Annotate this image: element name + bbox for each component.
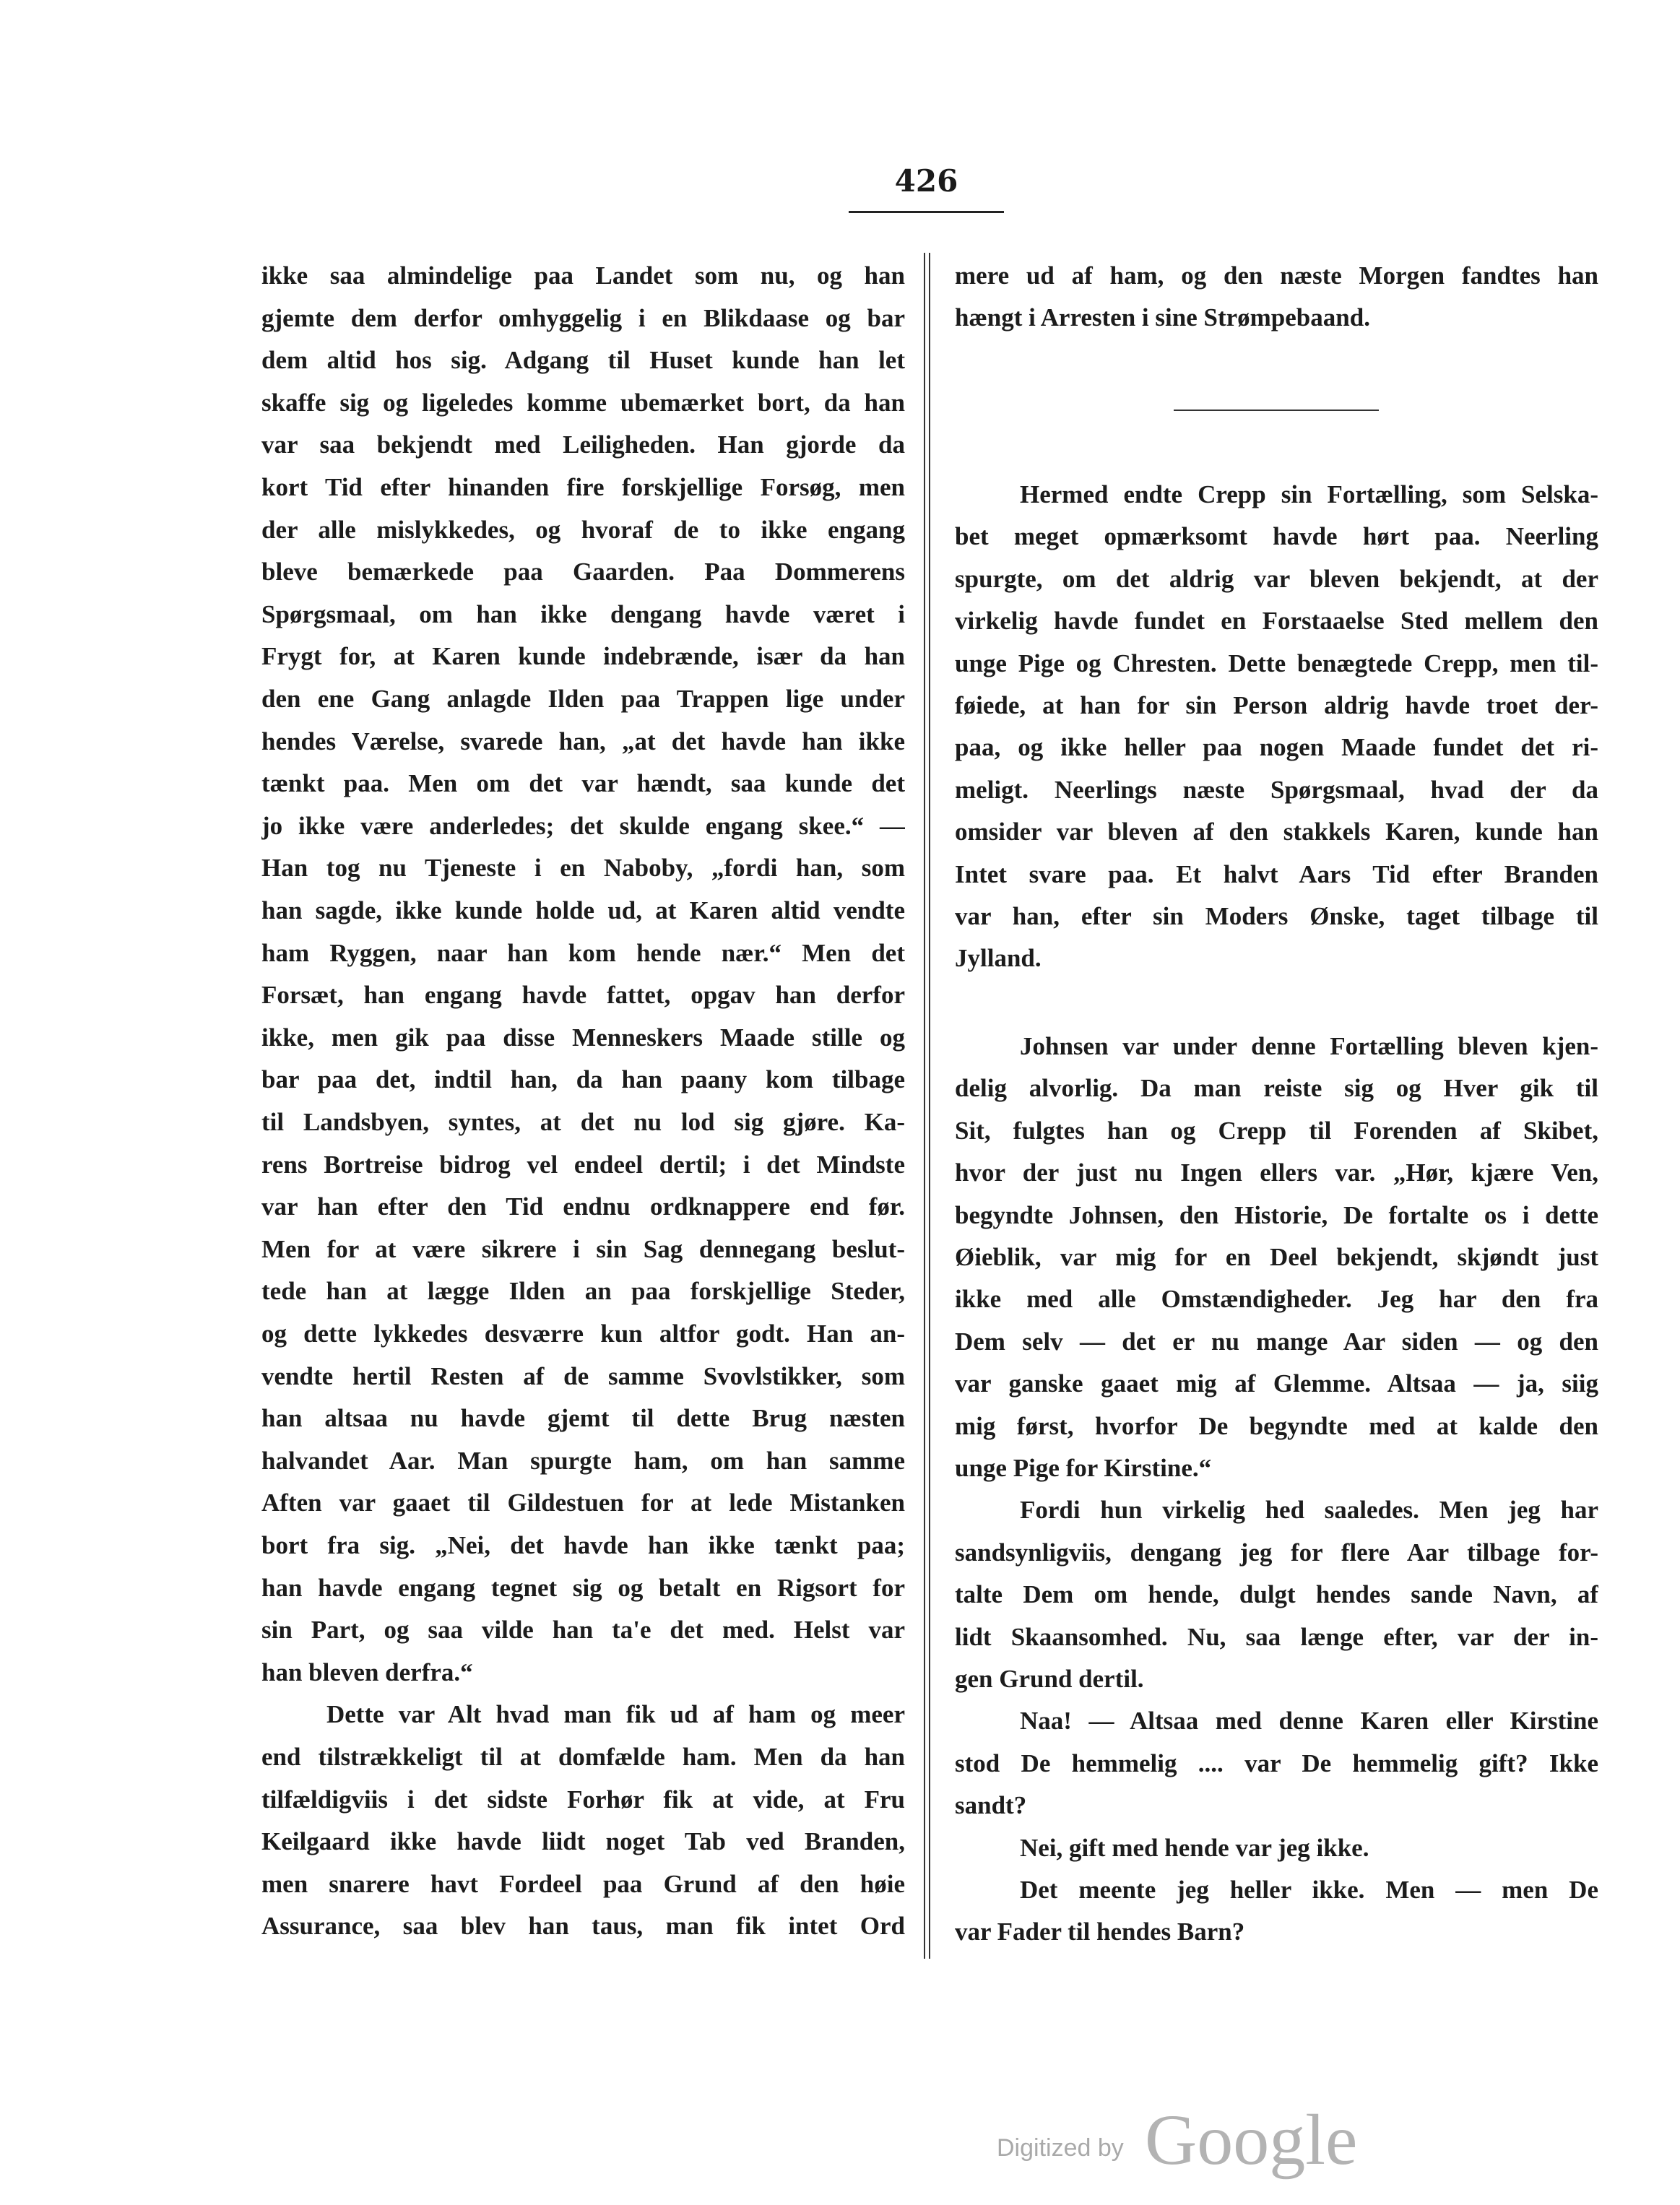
text-line: Jylland. [955, 944, 1042, 973]
text-line: gen Grund dertil. [955, 1665, 1144, 1693]
text-line: hendes Værelse, svarede han, „at det havde han ikke [261, 727, 905, 755]
text-line: halvandet Aar. Man spurgte ham, om han samme [261, 1446, 905, 1475]
text-line: han havde engang tegnet sig og betalt en Rigsort for [261, 1573, 905, 1602]
text-line: han bleven derfra.“ [261, 1658, 473, 1686]
text-line: spurgte, om det aldrig var bleven bekjendt, at der [955, 564, 1598, 593]
text-line: jo ikke være anderledes; det skulde engang skee.“ — [261, 811, 905, 840]
text-line: sandt? [955, 1791, 1027, 1820]
text-line: Spørgsmaal, om han ikke dengang havde været i [261, 599, 905, 628]
text-line: dem altid hos sig. Adgang til Huset kunde han let [261, 346, 905, 375]
text-line: Forsæt, han engang havde fattet, opgav han derfor [261, 981, 905, 1010]
text-line: Keilgaard ikke havde liidt noget Tab ved Branden, [261, 1827, 905, 1856]
text-line: paa, og ikke heller paa nogen Maade fundet det ri- [955, 733, 1598, 762]
left-text-column [261, 0, 905, 2205]
text-line: Men for at være sikrere i sin Sag dennegang beslut- [261, 1234, 905, 1263]
text-line: Naa! — Altsaa med denne Karen eller Kirstine [1020, 1707, 1598, 1736]
text-line: og dette lykkedes desværre kun altfor godt. Han an- [261, 1320, 905, 1348]
text-line: mere ud af ham, og den næste Morgen fandtes han [955, 261, 1598, 290]
text-line: var Fader til hendes Barn? [955, 1918, 1245, 1946]
section-separator-rule [1174, 410, 1379, 411]
text-line: tilfældigviis i det sidste Forhør fik at vide, at Fru [261, 1785, 905, 1814]
watermark-logo: Google [1145, 2100, 1358, 2180]
right-text-column [955, 0, 1598, 2205]
text-line: end tilstrækkeligt til at domfælde ham. Men da han [261, 1743, 905, 1771]
text-line: bet meget opmærksomt havde hørt paa. Neerling [955, 522, 1598, 551]
text-line: Hermed endte Crepp sin Fortælling, som Selska- [1020, 480, 1598, 508]
text-line: ham Ryggen, naar han kom hende nær.“ Men det [261, 938, 905, 967]
text-line: ikke med alle Omstændigheder. Jeg har den fra [955, 1285, 1598, 1314]
column-divider-line [924, 253, 925, 1959]
text-line: der alle mislykkedes, og hvoraf de to ikke engang [261, 515, 905, 544]
text-line: unge Pige og Chresten. Dette benægtede Crepp, men til- [955, 649, 1598, 677]
text-line: sandsynligviis, dengang jeg for flere Aar tilbage for- [955, 1538, 1598, 1567]
text-line: men snarere havt Fordeel paa Grund af den høie [261, 1869, 905, 1898]
text-line: til Landsbyen, syntes, at det nu lod sig gjøre. Ka- [261, 1108, 905, 1136]
text-line: sin Part, og saa vilde han ta'e det med. Helst var [261, 1616, 905, 1645]
text-line: omsider var bleven af den stakkels Karen, kunde han [955, 818, 1598, 846]
text-line: føiede, at han for sin Person aldrig havde troet der- [955, 691, 1598, 719]
text-line: Dem selv — det er nu mange Aar siden — og den [955, 1327, 1598, 1356]
text-line: kort Tid efter hinanden fire forskjellige Forsøg, men [261, 473, 905, 501]
text-line: mig først, hvorfor De begyndte med at kalde den [955, 1411, 1598, 1440]
text-line: lidt Skaansomhed. Nu, saa længe efter, var der in- [955, 1622, 1598, 1651]
text-line: gjemte dem derfor omhyggelig i en Blikdaase og bar [261, 303, 905, 332]
text-line: han altsaa nu havde gjemt til dette Brug næsten [261, 1404, 905, 1433]
text-line: bleve bemærkede paa Gaarden. Paa Dommerens [261, 558, 905, 586]
text-line: unge Pige for Kirstine.“ [955, 1454, 1212, 1482]
text-line: Øieblik, var mig for en Deel bekjendt, skjøndt just [955, 1243, 1598, 1271]
text-line: Johnsen var under denne Fortælling bleven kjen- [1020, 1032, 1598, 1060]
text-line: hvor der just nu Ingen ellers var. „Hør, kjære Ven, [955, 1158, 1598, 1187]
text-line: Det meente jeg heller ikke. Men — men De [1020, 1876, 1598, 1904]
column-divider-line [929, 253, 930, 1959]
watermark-prefix: Digitized by [997, 2134, 1124, 2162]
text-line: Assurance, saa blev han taus, man fik intet Ord [261, 1912, 905, 1941]
text-line: hængt i Arresten i sine Strømpebaand. [955, 303, 1370, 332]
text-line: Sit, fulgtes han og Crepp til Forenden af Skibet, [955, 1116, 1598, 1145]
text-line: stod De hemmelig .... var De hemmelig gift? Ikke [955, 1749, 1598, 1777]
text-line: Nei, gift med hende var jeg ikke. [1020, 1833, 1369, 1862]
text-line: talte Dem om hende, dulgt hendes sande Navn, af [955, 1580, 1598, 1609]
text-line: den ene Gang anlagde Ilden paa Trappen lige under [261, 685, 905, 713]
text-line: skaffe sig og ligeledes komme ubemærket bort, da han [261, 388, 905, 417]
text-line: Dette var Alt hvad man fik ud af ham og meer [326, 1700, 905, 1729]
text-line: meligt. Neerlings næste Spørgsmaal, hvad der da [955, 775, 1598, 804]
text-line: Han tog nu Tjeneste i en Naboby, „fordi han, som [261, 854, 905, 883]
text-line: virkelig havde fundet en Forstaaelse Sted mellem den [955, 607, 1598, 636]
text-line: var han efter den Tid endnu ordknappere end før. [261, 1192, 905, 1221]
page-number: 426 [894, 163, 958, 199]
text-line: han sagde, ikke kunde holde ud, at Karen altid vendte [261, 896, 905, 924]
text-line: var han, efter sin Moders Ønske, taget tilbage til [955, 902, 1598, 930]
text-line: ikke saa almindelige paa Landet som nu, og han [261, 261, 905, 290]
text-line: var ganske gaaet mig af Glemme. Altsaa — ja, siig [955, 1369, 1598, 1398]
text-line: bort fra sig. „Nei, det havde han ikke tænkt paa; [261, 1531, 905, 1559]
text-line: tede han at lægge Ilden an paa forskjellige Steder, [261, 1277, 905, 1306]
text-line: rens Bortreise bidrog vel endeel dertil; i det Mindste [261, 1150, 905, 1179]
text-line: delig alvorlig. Da man reiste sig og Hver gik til [955, 1074, 1598, 1103]
text-line: bar paa det, indtil han, da han paany kom tilbage [261, 1065, 905, 1094]
text-line: ikke, men gik paa disse Menneskers Maade stille og [261, 1023, 905, 1052]
text-line: Aften var gaaet til Gildestuen for at lede Mistanken [261, 1489, 905, 1517]
text-line: var saa bekjendt med Leiligheden. Han gjorde da [261, 430, 905, 459]
text-line: begyndte Johnsen, den Historie, De fortalte os i dette [955, 1200, 1598, 1229]
text-line: Fordi hun virkelig hed saaledes. Men jeg har [1020, 1496, 1598, 1525]
text-line: Intet svare paa. Et halvt Aars Tid efter Branden [955, 859, 1598, 888]
text-line: vendte hertil Resten af de samme Svovlstikker, som [261, 1361, 905, 1390]
text-line: Frygt for, at Karen kunde indebrænde, især da han [261, 642, 905, 671]
text-line: tænkt paa. Men om det var hændt, saa kunde det [261, 769, 905, 798]
